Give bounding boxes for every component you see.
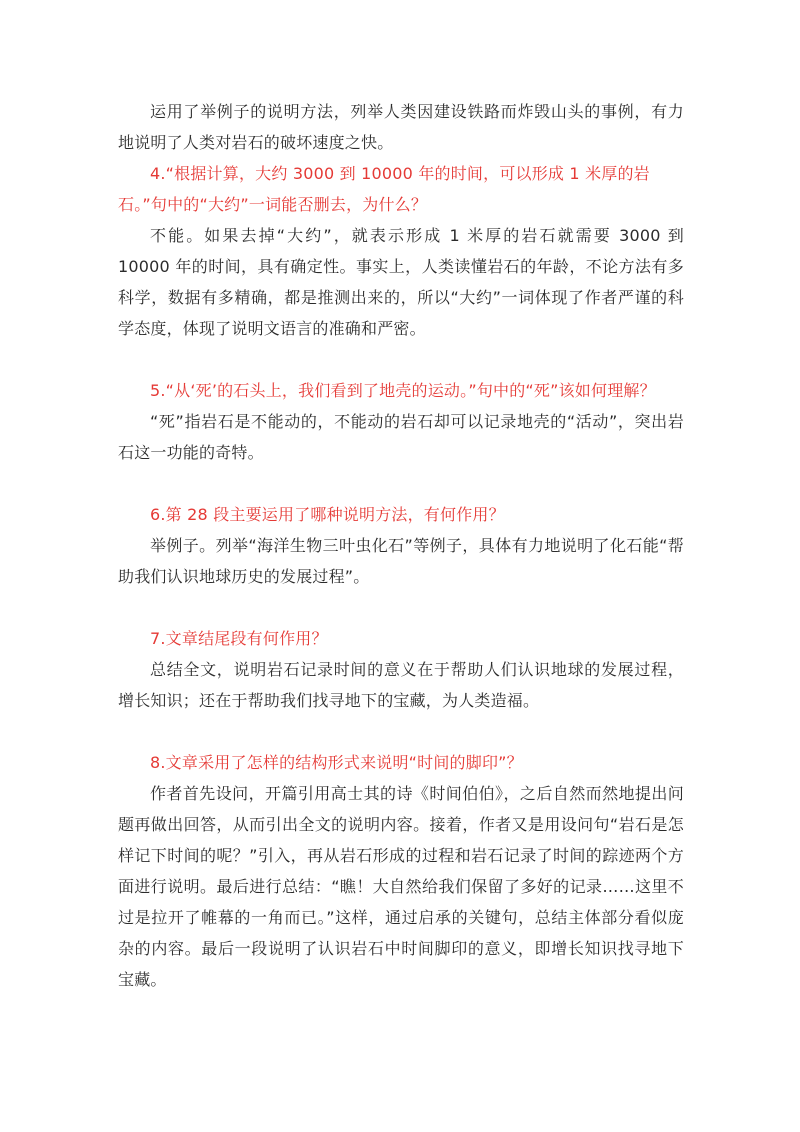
answer-7: 总结全文，说明岩石记录时间的意义在于帮助人们认识地球的发展过程，增长知识；还在于帮助我们找寻地下的宝藏，为人类造福。: [118, 660, 684, 710]
question-4: 4.“根据计算，大约 3000 到 10000 年的时间，可以形成 1 米厚的岩石。”句中的“大约”一词能否删去，为什么？: [118, 164, 650, 214]
qa-item-8: [118, 747, 684, 995]
question-6: 6.第 28 段主要运用了哪种说明方法，有何作用？: [150, 505, 505, 524]
answer-6: 举例子。列举“海洋生物三叶虫化石”等例子，具体有力地说明了化石能“帮助我们认识地球历史的发展过程”。: [118, 536, 684, 586]
intro-paragraph: 运用了举例子的说明方法，列举人类因建设铁路而炸毁山头的事例，有力地说明了人类对岩石的破坏速度之快。: [118, 102, 684, 152]
answer-5: “死”指岩石是不能动的，不能动的岩石却可以记录地壳的“活动”，突出岩石这一功能的奇特。: [118, 412, 684, 462]
qa-item-7: [118, 623, 684, 716]
answer-4: 不能。如果去掉“大约”，就表示形成 1 米厚的岩石就需要 3000 到 10000 年的时间，具有确定性。事实上，人类读懂岩石的年龄，不论方法有多科学，数据有多精确，都是推测出来的，所以“大约”一词体现了作者严谨的科学态度，体现了说明文语言的准确和严密。: [118, 226, 684, 338]
qa-item-5: [118, 375, 684, 468]
answer-8: 作者首先设问，开篇引用高士其的诗《时间伯伯》，之后自然而然地提出问题再做出回答，从而引出全文的说明内容。接着，作者又是用设问句“岩石是怎样记下时间的呢？”引入，再从岩石形成的过程和岩石记录了时间的踪迹两个方面进行说明。最后进行总结：“瞧！大自然给我们保留了多好的记录……这里不过是拉开了帷幕的一角而已。”这样，通过启承的关键句，总结主体部分看似庞杂的内容。最后一段说明了认识岩石中时间脚印的意义，即增长知识找寻地下宝藏。: [118, 784, 684, 989]
question-7: 7.文章结尾段有何作用？: [150, 629, 328, 648]
qa-item-6: [118, 499, 684, 592]
qa-item-4: [118, 158, 684, 344]
question-5: 5.“从‘死’的石头上，我们看到了地壳的运动。”句中的“死”该如何理解？: [150, 381, 656, 400]
question-8: 8.文章采用了怎样的结构形式来说明“时间的脚印”？: [150, 753, 523, 772]
